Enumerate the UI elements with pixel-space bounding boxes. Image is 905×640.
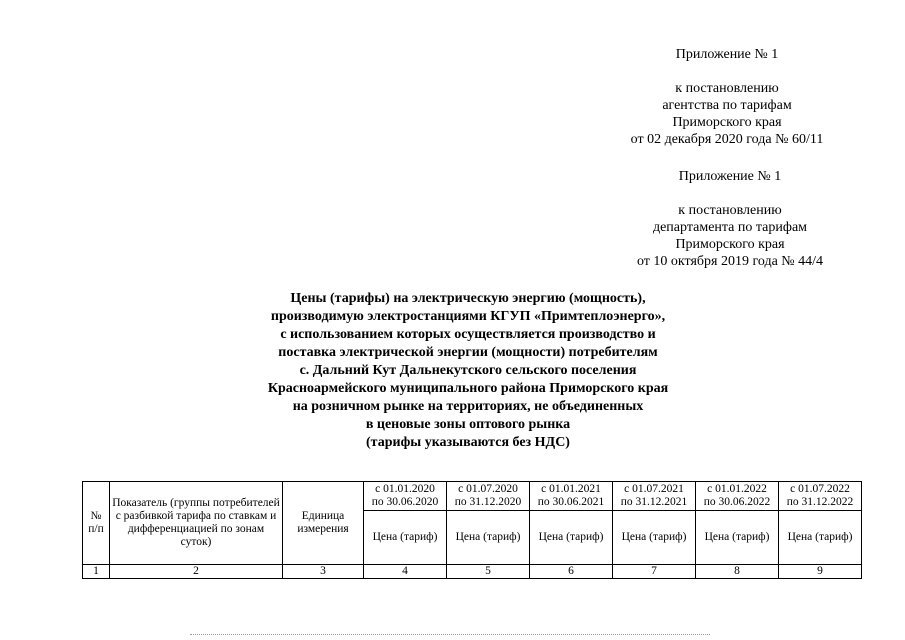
appendix-line: агентства по тарифам bbox=[662, 98, 792, 113]
price-header: Цена (тариф) bbox=[447, 511, 530, 565]
title-line: с. Дальний Кут Дальнекутского сельского поселения bbox=[299, 363, 637, 378]
period-to: по 30.06.2021 bbox=[537, 496, 605, 508]
column-number-row bbox=[83, 565, 862, 579]
period-from: с 01.01.2022 bbox=[707, 483, 767, 495]
title-line: (тарифы указываются без НДС) bbox=[366, 435, 570, 450]
title-line: Красноармейского муниципального района Приморского края bbox=[267, 381, 669, 396]
price-header: Цена (тариф) bbox=[530, 511, 613, 565]
title-line: в ценовые зоны оптового рынка bbox=[365, 417, 571, 432]
appendix-line: к постановлению bbox=[678, 203, 782, 218]
appendix-2020-block bbox=[577, 46, 877, 148]
appendix-2019-block bbox=[580, 168, 880, 270]
period-from: с 01.07.2020 bbox=[458, 483, 518, 495]
appendix-line: от 10 октября 2019 года № 44/4 bbox=[636, 254, 824, 269]
price-header: Цена (тариф) bbox=[779, 511, 862, 565]
document-title bbox=[218, 290, 718, 452]
period-header bbox=[613, 482, 696, 511]
period-from: с 01.01.2020 bbox=[375, 483, 435, 495]
title-line: производимую электростанциями КГУП «Примтеплоэнерго», bbox=[270, 309, 666, 324]
title-line: на розничном рынке на территориях, не объединенных bbox=[292, 399, 644, 414]
appendix-line: Приморского края bbox=[672, 115, 782, 130]
title-line: поставка электрической энергии (мощности) потребителям bbox=[278, 345, 658, 360]
column-number: 2 bbox=[110, 565, 283, 579]
period-to: по 30.06.2022 bbox=[703, 496, 771, 508]
period-header bbox=[696, 482, 779, 511]
period-header bbox=[364, 482, 447, 511]
unit-header: Единица измерения bbox=[283, 482, 364, 565]
price-header: Цена (тариф) bbox=[364, 511, 447, 565]
period-to: по 31.12.2022 bbox=[786, 496, 854, 508]
column-number: 4 bbox=[364, 565, 447, 579]
appendix-heading: Приложение № 1 bbox=[675, 47, 779, 62]
appendix-heading: Приложение № 1 bbox=[678, 169, 782, 184]
period-from: с 01.07.2022 bbox=[790, 483, 850, 495]
period-header bbox=[530, 482, 613, 511]
table-header-row bbox=[83, 482, 862, 511]
period-to: по 30.06.2020 bbox=[371, 496, 439, 508]
price-header: Цена (тариф) bbox=[696, 511, 779, 565]
scan-artifact-line bbox=[190, 634, 710, 636]
column-number: 5 bbox=[447, 565, 530, 579]
price-header: Цена (тариф) bbox=[613, 511, 696, 565]
period-from: с 01.01.2021 bbox=[541, 483, 601, 495]
column-number: 8 bbox=[696, 565, 779, 579]
period-to: по 31.12.2020 bbox=[454, 496, 522, 508]
column-number: 3 bbox=[283, 565, 364, 579]
appendix-line: департамента по тарифам bbox=[652, 220, 808, 235]
column-number: 7 bbox=[613, 565, 696, 579]
title-line: Цены (тарифы) на электрическую энергию (мощность), bbox=[290, 291, 646, 306]
column-number: 1 bbox=[83, 565, 110, 579]
num-header: № п/п bbox=[83, 482, 110, 565]
indicator-header: Показатель (группы потребителей с разбивкой тарифа по ставкам и дифференциацией по зонам суток) bbox=[110, 482, 283, 565]
period-to: по 31.12.2021 bbox=[620, 496, 688, 508]
appendix-line: от 02 декабря 2020 года № 60/11 bbox=[630, 132, 824, 147]
column-number: 6 bbox=[530, 565, 613, 579]
appendix-line: Приморского края bbox=[675, 237, 785, 252]
tariff-table bbox=[82, 481, 862, 579]
column-number: 9 bbox=[779, 565, 862, 579]
period-from: с 01.07.2021 bbox=[624, 483, 684, 495]
title-line: с использованием которых осуществляется производство и bbox=[280, 327, 656, 342]
appendix-line: к постановлению bbox=[675, 81, 779, 96]
period-header bbox=[447, 482, 530, 511]
period-header bbox=[779, 482, 862, 511]
